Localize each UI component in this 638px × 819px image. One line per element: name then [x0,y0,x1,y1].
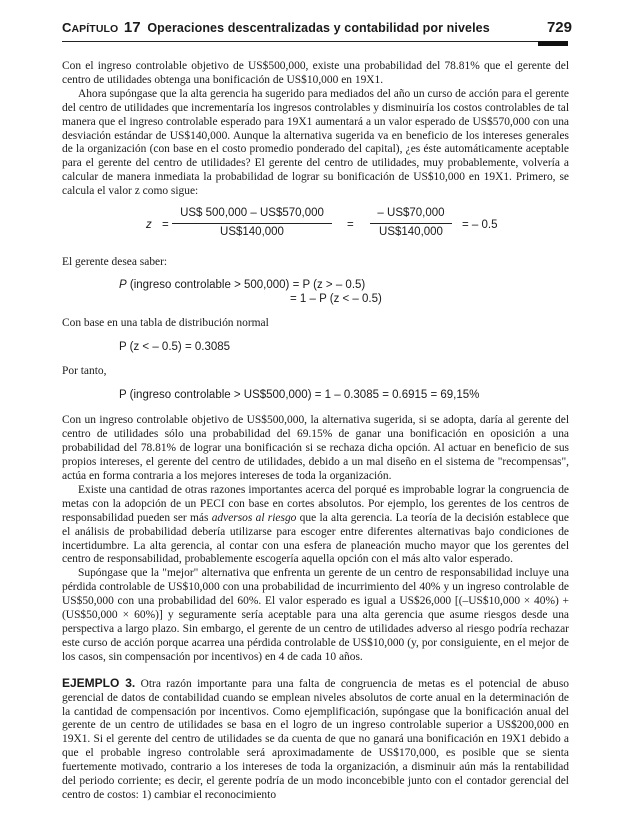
chapter-heading [62,19,490,36]
chapter-word: APÍTULO [71,23,119,35]
paragraph-6: Con un ingreso controlable objetivo de US$500,000, la alternativa sugerida, si se adopta, daría al gerente del centro de utilidades sólo una probabilidad del 69.15% de ganar una bonificación en oposición a una probabilidad del 78.81% de lograr una bonificación si se rechaza dicha opción. Al actuar en beneficio de sus propios intereses, el gerente del centro de utilidades, debido a un mal diseño en el sistema de "recompensas", actúa en forma contraria a los mejores intereses de toda la organización. [62,414,569,483]
equals-sign-2: = [347,219,354,232]
fraction-1-numerator: US$ 500,000 – US$570,000 [172,207,332,224]
paragraph-7-italic: adversos al riesgo [211,511,297,524]
fraction-1 [172,207,332,240]
z-result: = – 0.5 [462,219,498,232]
probability-line-1 [119,279,569,293]
paragraph-1: Con el ingreso controlable objetivo de US$500,000, existe una probabilidad del 78.81% que el gerente del centro de utilidades obtenga una bonificación de US$10,000 en 19X1. [62,60,569,86]
probability-line-2: = 1 – P (z < – 0.5) [290,292,382,305]
z-variable: z [146,219,152,232]
probability-z: P (z > – 0.5) [302,278,366,291]
page-header [62,14,572,36]
paragraph-3: El gerente desea saber: [62,256,168,269]
paragraph-2: Ahora supóngase que la alta gerencia ha sugerido para mediados del año un curso de acción para el gerente del centro de utilidades que incrementaría los ingresos controlables y disminuiría los costos controlables de tal manera que el ingreso controlable esperado para 19X1 aumentará a un valor esperado de US$570,000 con una desviación estándar de US$140,000. Aunque la alternativa sugerida va en beneficio de los intereses generales de la organización (con base en el costo promedio ponderado del capital), ¿es éste automáticamente aceptable para el gerente del centro de utilidades? El gerente del centro de utilidades, muy probablemente, volvería a calcular de manera inmediata la probabilidad de lograr su bonificación de US$10,000 en 19X1. Primero, se calcula el valor z como sigue: [62,87,569,198]
example-3-paragraph [62,677,569,803]
probability-equation [62,279,569,307]
chapter-number: 17 [123,19,141,36]
equals-sign-1: = [162,219,169,232]
paragraph-7-part-b: que la alta gerencia. La teoría de la decisión establece que el análisis de probabilidad debería utilizarse para escoger entre diferentes alternativas bajo condiciones de incertidumbre. La alta gerencia, al contar con una esfera de planeación mucho mayor que los gerentes del centro de responsabilidad, probablemente escogería aquella opción con el más alto valor esperado. [62,511,570,566]
probability-p: P [119,278,127,291]
paragraph-7-part-a: Existe una cantidad de otras razones importantes acerca del porqué es improbable lograr la congruencia de metas con la adopción de un PECI con base en cortes absolutos. Por ejemplo, los gerentes de los centros de responsabilidad pueden ser más [62,483,569,524]
header-rule-bar [538,41,568,46]
header-rule [62,41,566,42]
paragraph-5: Por tanto, [62,364,107,377]
fraction-2 [370,207,452,240]
final-probability-line: P (ingreso controlable > US$500,000) = 1 – 0.3085 = 0.6915 = 69,15% [119,388,480,401]
paragraph-8: Supóngase que la "mejor" alternativa que enfrenta un gerente de un centro de responsabilidad incluye una pérdida controlable de US$10,000 con una probabilidad de incurrimiento del 40% y un ingreso controlable de US$50,000 con una probabilidad del 60%. El valor esperado es igual a US$26,000 [(–US$10,000 × 40%) + (US$50,000 × 60%)] y seguramente sería aceptable para una alta gerencia que asume riesgos desde una perspectiva a largo plazo. Sin embargo, el gerente de un centro de utilidades adverso al riesgo podría rechazar este curso de acción porque acarrea una pérdida controlable de US$10,000 (y, por consiguiente, en el mejor de los casos, sin compensación por incentivos) en 4 de cada 10 años. [62,567,569,663]
fraction-2-numerator: – US$70,000 [370,207,452,224]
chapter-first-letter: C [62,20,72,35]
fraction-1-denominator: US$140,000 [220,225,284,238]
example-3-label: EJEMPLO 3. [62,675,136,690]
example-3-text: Otra razón importante para una falta de congruencia de metas es el potencial de abuso gerencial de datos de contabilidad cuando se emplean niveles absolutos de corte anual en la determinación de la cantidad de compensación por incentivos. Como ejemplificación, supóngase que la bonificación anual del gerente de un centro de utilidades se basa en el logro de un ingreso controlable superior a US$200,000 en 19X1. Si el gerente del centro de utilidades se da cuenta de que no ganará una bonificación en 19X1 debido a que el probable ingreso controlable será aproximadamente de US$170,000, es posible que se sienta fuertemente motivado, contrario a los intereses de toda la organización, a disminuir aún más la rentabilidad del periodo corriente; es decir, el gerente podría de un modo inconcebible junto con el contador gerencial del centro de costos: 1) cambiar el reconocimiento [62,677,570,801]
paragraph-4: Con base en una tabla de distribución normal [62,316,269,329]
z-equation [62,207,569,245]
paragraph-7 [62,484,569,567]
fraction-2-denominator: US$140,000 [379,225,443,238]
page-body [62,60,569,803]
table-value-line: P (z < – 0.5) = 0.3085 [119,340,231,353]
page-number: 729 [546,19,572,36]
probability-condition: (ingreso controlable > 500,000) = [126,278,303,291]
chapter-title: Operaciones descentralizadas y contabilidad por niveles [147,21,490,35]
